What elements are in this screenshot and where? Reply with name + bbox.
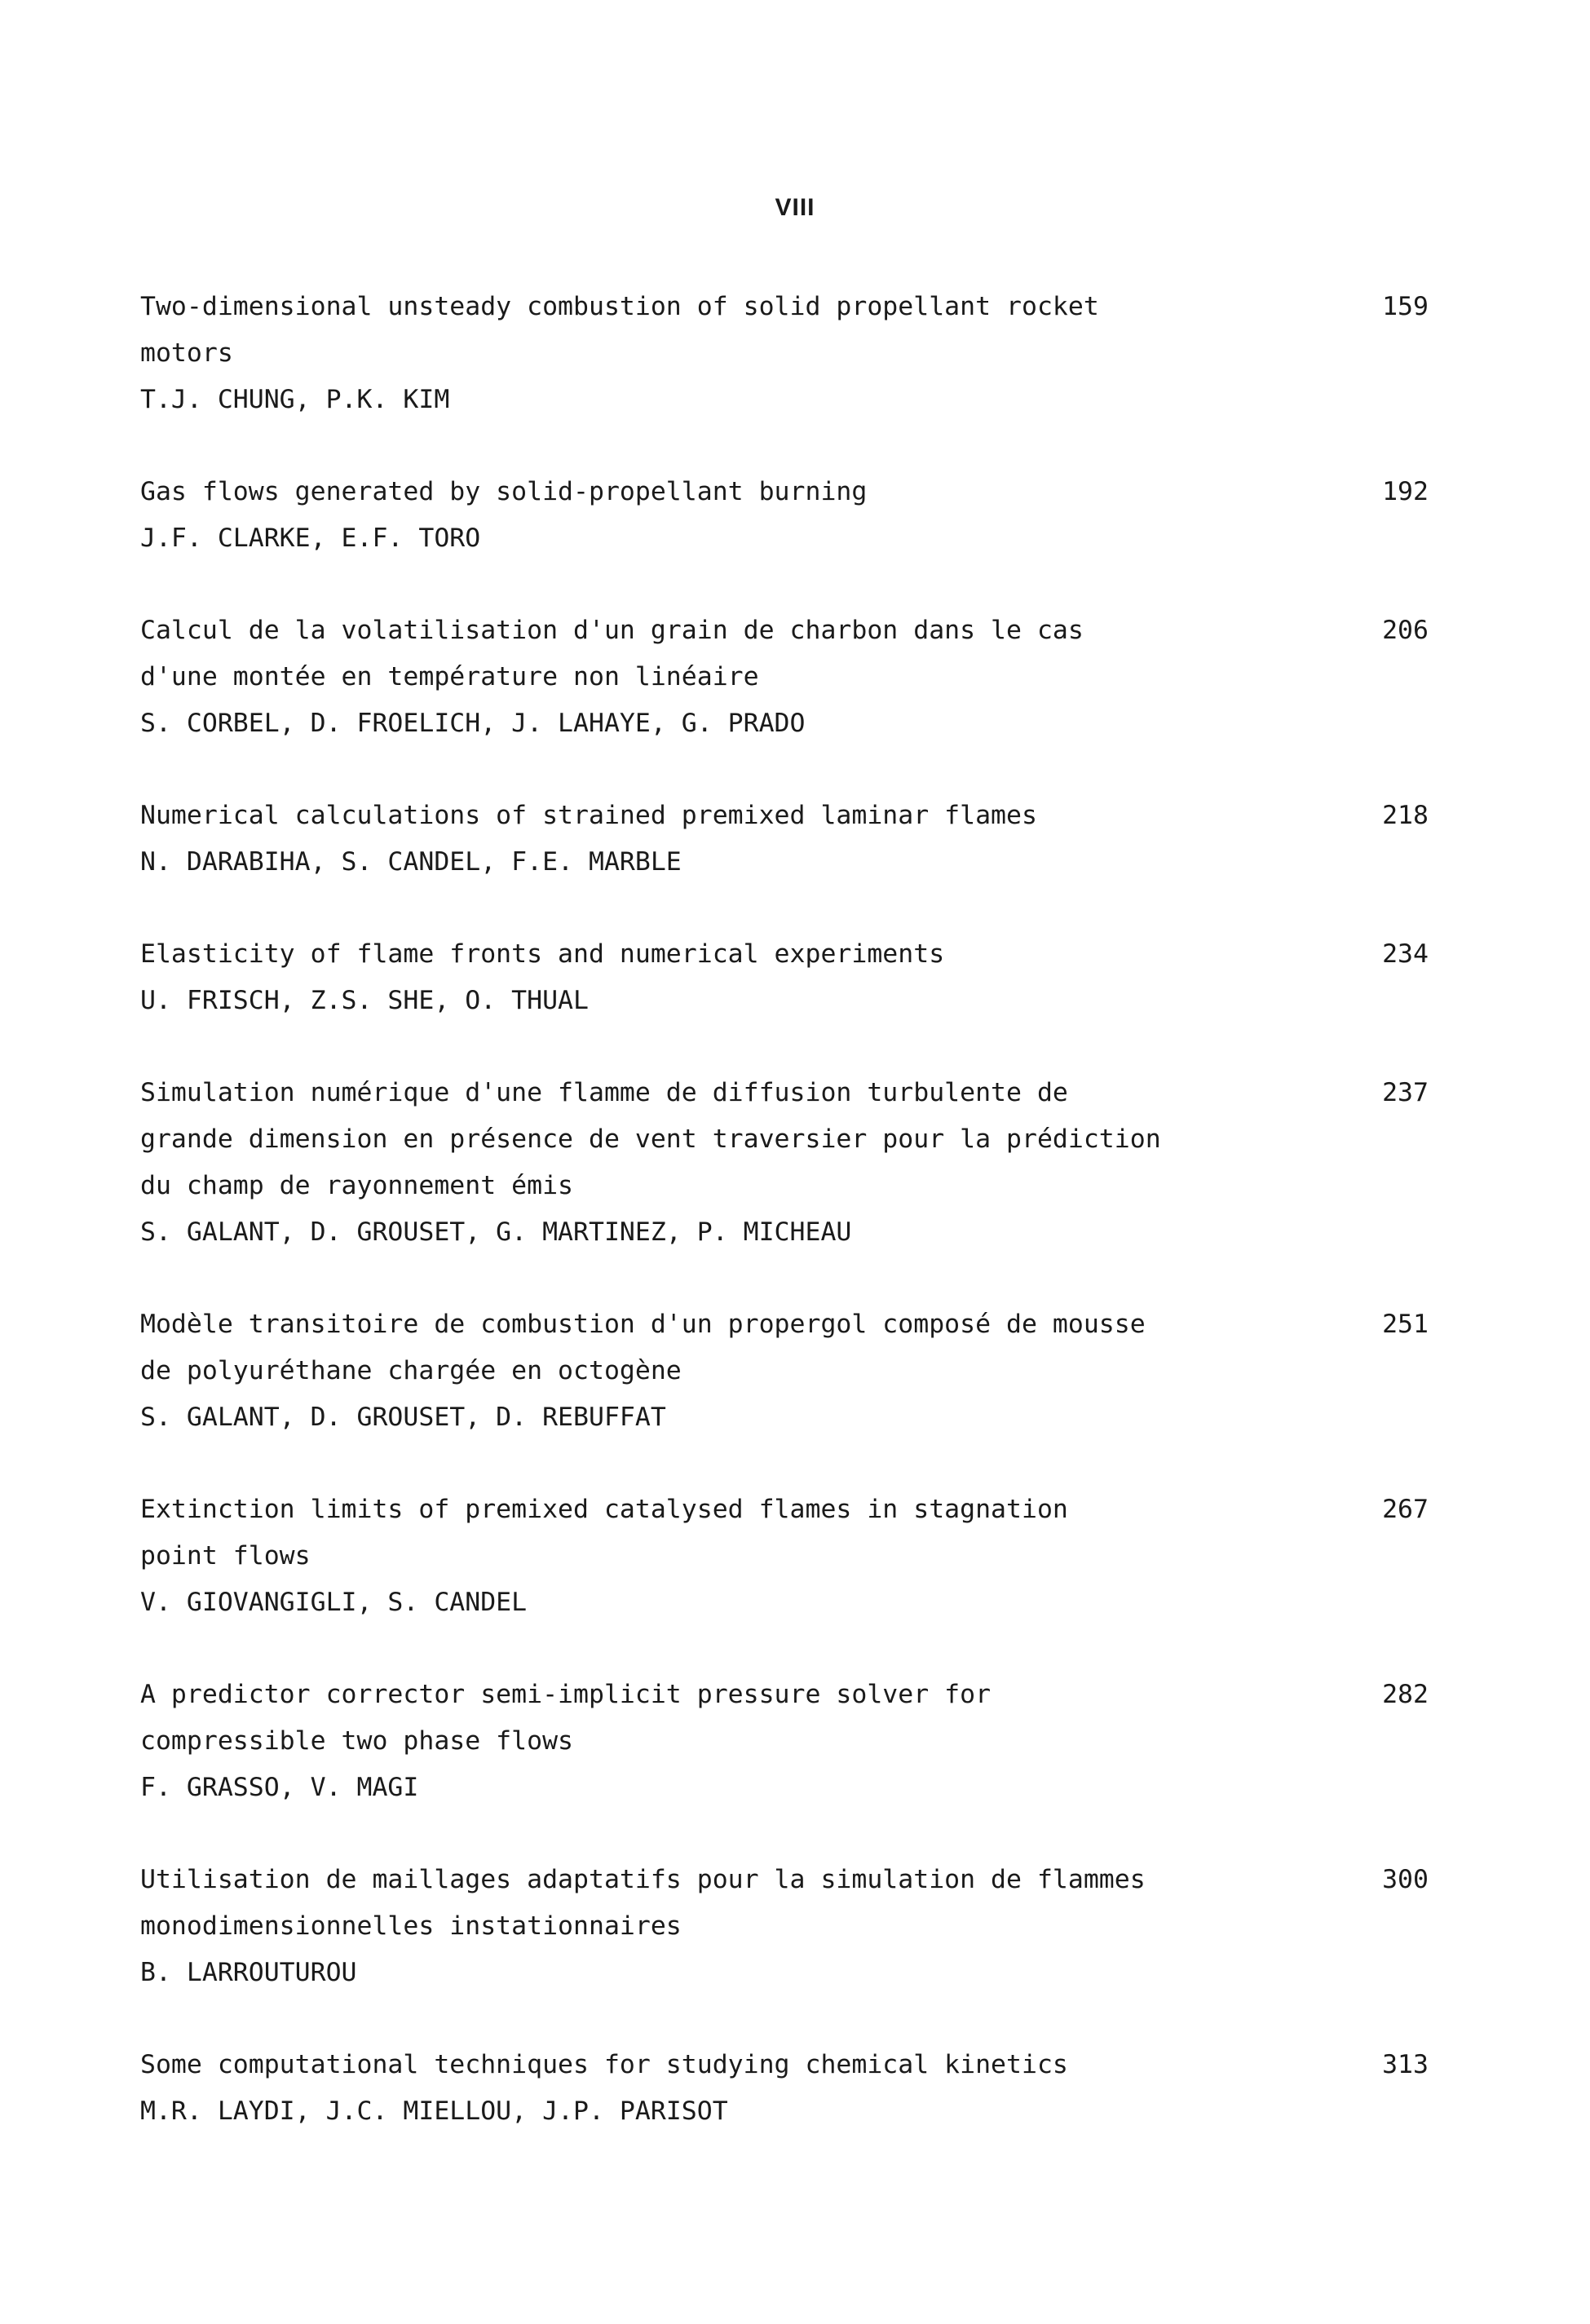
entry-title (140, 284, 1323, 377)
entry-title-line: Elasticity of flame fronts and numerical experiments (140, 939, 945, 969)
entry-title (140, 1672, 1323, 1765)
toc-entry (140, 1301, 1429, 1441)
entry-page-number: 251 (1382, 1310, 1429, 1339)
entry-page-number: 300 (1382, 1865, 1429, 1894)
entry-title-line: Some computational techniques for studying chemical kinetics (140, 2050, 1068, 2079)
entry-page-number: 218 (1382, 801, 1429, 830)
entry-page-number: 192 (1382, 477, 1429, 506)
entry-page-number: 159 (1382, 292, 1429, 321)
entry-title-line: Simulation numérique d'une flamme de diffusion turbulente de (140, 1078, 1068, 1107)
entry-title-line: Extinction limits of premixed catalysed flames in stagnation (140, 1495, 1068, 1524)
toc-entry (140, 284, 1429, 423)
toc-entry (140, 1857, 1429, 1996)
toc-entry (140, 1672, 1429, 1811)
entry-title (140, 608, 1323, 700)
entry-page-number: 237 (1382, 1078, 1429, 1107)
entry-title (140, 1487, 1323, 1580)
entry-title-line: Utilisation de maillages adaptatifs pour la simulation de flammes (140, 1865, 1146, 1894)
page-number: VIII (775, 194, 815, 221)
entry-authors: J.F. CLARKE, E.F. TORO (140, 524, 481, 553)
entry-title-line: du champ de rayonnement émis (140, 1171, 574, 1200)
entry-authors: M.R. LAYDI, J.C. MIELLOU, J.P. PARISOT (140, 2096, 728, 2126)
toc-entry (140, 608, 1429, 747)
entry-title (140, 469, 1323, 515)
entry-title-line: d'une montée en température non linéaire (140, 662, 759, 691)
entry-authors: S. GALANT, D. GROUSET, D. REBUFFAT (140, 1403, 666, 1432)
entry-title-line: motors (140, 338, 233, 368)
entry-title-line: Two-dimensional unsteady combustion of solid propellant rocket (140, 292, 1099, 321)
entry-title-line: compressible two phase flows (140, 1726, 574, 1756)
entry-authors: S. GALANT, D. GROUSET, G. MARTINEZ, P. MICHEAU (140, 1217, 852, 1247)
entry-page-number: 313 (1382, 2050, 1429, 2079)
entry-title (140, 931, 1323, 978)
table-of-contents (140, 284, 1429, 2180)
entry-authors: U. FRISCH, Z.S. SHE, O. THUAL (140, 986, 589, 1015)
toc-entry (140, 1070, 1429, 1256)
entry-page-number: 282 (1382, 1680, 1429, 1709)
entry-title-line: A predictor corrector semi-implicit pressure solver for (140, 1680, 992, 1709)
entry-title-line: Gas flows generated by solid-propellant burning (140, 477, 868, 506)
entry-authors: B. LARROUTUROU (140, 1958, 357, 1987)
entry-title-line: monodimensionnelles instationnaires (140, 1911, 682, 1941)
entry-title-line: de polyuréthane chargée en octogène (140, 1356, 682, 1385)
entry-title (140, 1301, 1323, 1394)
entry-title (140, 793, 1323, 839)
entry-title-line: Modèle transitoire de combustion d'un propergol composé de mousse (140, 1310, 1146, 1339)
entry-title (140, 2042, 1323, 2088)
entry-authors: F. GRASSO, V. MAGI (140, 1773, 419, 1802)
entry-page-number: 234 (1382, 939, 1429, 969)
entry-authors: N. DARABIHA, S. CANDEL, F.E. MARBLE (140, 847, 682, 877)
toc-entry (140, 1487, 1429, 1626)
toc-entry (140, 931, 1429, 1024)
entry-authors: V. GIOVANGIGLI, S. CANDEL (140, 1588, 528, 1617)
entry-title-line: Numerical calculations of strained premixed laminar flames (140, 801, 1037, 830)
entry-title-line: Calcul de la volatilisation d'un grain de charbon dans le cas (140, 616, 1084, 645)
entry-authors: S. CORBEL, D. FROELICH, J. LAHAYE, G. PRADO (140, 709, 806, 738)
toc-entry (140, 2042, 1429, 2135)
entry-title (140, 1070, 1323, 1209)
entry-page-number: 206 (1382, 616, 1429, 645)
toc-entry (140, 793, 1429, 886)
entry-title-line: point flows (140, 1541, 311, 1571)
entry-page-number: 267 (1382, 1495, 1429, 1524)
entry-authors: T.J. CHUNG, P.K. KIM (140, 385, 450, 414)
toc-entry (140, 469, 1429, 562)
entry-title (140, 1857, 1323, 1950)
entry-title-line: grande dimension en présence de vent traversier pour la prédiction (140, 1124, 1161, 1154)
